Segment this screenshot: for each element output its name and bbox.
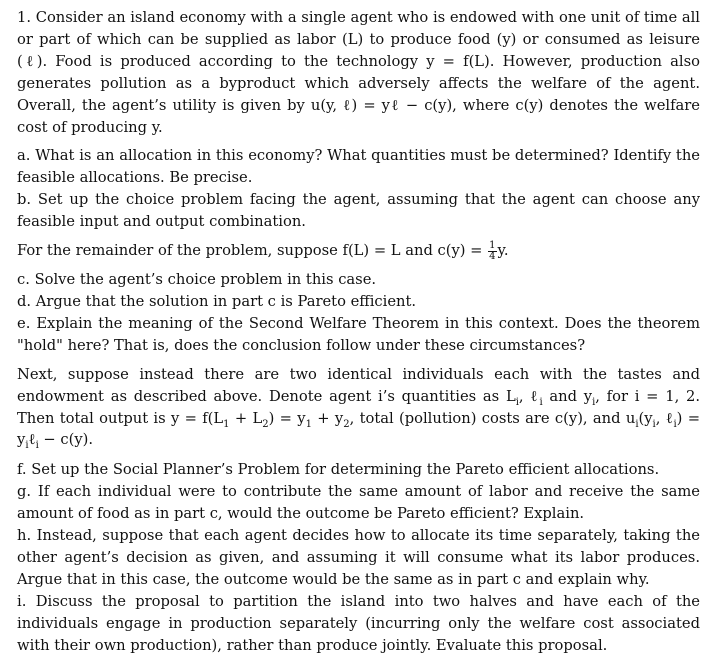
subscript: i [673, 418, 677, 430]
subscript: 2 [262, 418, 269, 430]
subscript: i [592, 396, 596, 408]
problem-document [17, 7, 700, 656]
setup-text: , total (pollution) costs are c(y), and u [349, 409, 636, 427]
setup-text: ℓ [28, 431, 36, 449]
setup-text: + L [229, 409, 263, 427]
part-d: d. Argue that the solution in part c is Pareto efficient. [17, 292, 417, 310]
part-b: b. Set up the choice problem facing the agent, assuming that the agent can choose any feasible input and output combination. [17, 191, 700, 231]
subscript: i [539, 396, 543, 408]
setup-text: and y [542, 387, 593, 405]
part-c: c. Solve the agent’s choice problem in this case. [17, 271, 377, 289]
setup-text: , ℓ [518, 387, 540, 405]
subscript: i [635, 418, 639, 430]
part-g: g. If each individual were to contribute the same amount of labor and receive the same amount of food as in part c, would the outcome be Pareto efficient? Explain. [17, 483, 700, 523]
setup-text: (y [638, 409, 653, 427]
part-h: h. Instead, suppose that each agent decides how to allocate its time separately, taking the other agent’s decision as given, and assuming it will consume what its labor produces. Argue that in this case, the outcome would be the same as in part c and explain why. [17, 527, 700, 588]
subscript: i [515, 396, 519, 408]
part-f: f. Set up the Social Planner’s Problem for determining the Pareto efficient allocations. [17, 461, 660, 479]
subscript: i [652, 418, 656, 430]
subscript: i [25, 440, 29, 452]
part-i: i. Discuss the proposal to partition the island into two halves and have each of the individuals engage in production separately (incurring only the welfare cost associated with their own production), rather than produce jointly. Evaluate this proposal. [17, 592, 700, 654]
subscript: i [35, 440, 39, 452]
part-a: a. What is an allocation in this economy? What quantities must be determined? Identify the feasible allocations. Be precise. [17, 147, 700, 187]
setup-text: ) = y [268, 409, 306, 427]
setup-text: + y [311, 409, 344, 427]
subscript: 2 [343, 418, 350, 430]
part-e: e. Explain the meaning of the Second Welfare Theorem in this context. Does the theorem "hold" here? That is, does the conclusion follow under these circumstances? [17, 314, 700, 354]
remainder-tail: y. [497, 242, 509, 260]
fraction-one-quarter [488, 241, 496, 262]
two-agent-setup [17, 364, 700, 452]
setup-text: , ℓ [655, 409, 674, 427]
remainder-assumption [17, 240, 700, 262]
subscript: 1 [223, 418, 230, 430]
setup-text: , for i = 1, 2. Then total output is y = f(L [17, 387, 700, 427]
setup-text: Next, suppose instead there are two identical individuals each with the tastes and endowment as described above. Denote agent i’s quantities as L [17, 365, 700, 405]
remainder-lead: For the remainder of the problem, suppose f(L) = L and c(y) = [17, 242, 483, 260]
fraction-denominator: 4 [489, 251, 496, 263]
setup-text: − c(y). [38, 431, 94, 449]
problem-intro: 1. Consider an island economy with a single agent who is endowed with one unit of time all or part of which can be supplied as labor (L) to produce food (y) or consumed as leisure (ℓ). Food is produced according to the technology y = f(L). However, production also generates pollution as a byproduct which adversely affects the welfare of the agent. Overall, the agent’s utility is given by u(y, ℓ) = yℓ − c(y), where c(y) denotes the welfare cost of producing y. [17, 9, 700, 136]
setup-text: ) = y [17, 409, 700, 449]
fraction-numerator: 1 [489, 240, 496, 252]
subscript: 1 [305, 418, 312, 430]
